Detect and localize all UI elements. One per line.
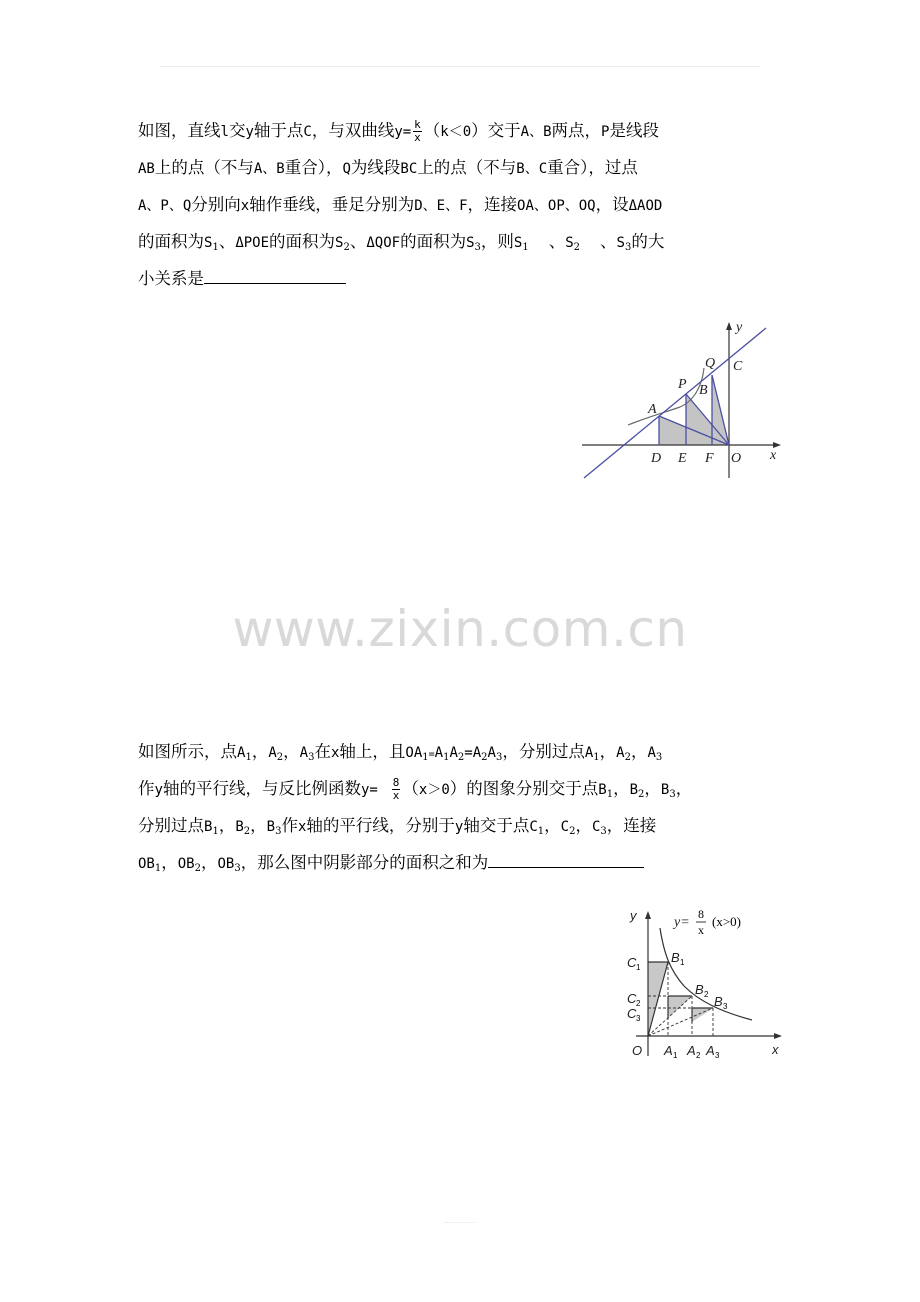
svg-text:3: 3 xyxy=(715,1051,720,1060)
p2-line-1: 如图所示，点$A_1$，$A_2$，$A_3$在x轴上，且$OA_1=A_1A_2=A_2A_3$，分别过点$A_1$，$A_2$，$A_3$ xyxy=(138,742,663,763)
label-A3 xyxy=(705,1043,720,1060)
figure-2-reciprocal-diagram xyxy=(622,906,786,1066)
figure-1-hyperbola-diagram xyxy=(578,316,786,482)
function-label-denominator: x xyxy=(698,923,704,937)
p1-line-3: A、P、Q分别向x轴作垂线，垂足分别为D、E、F，连接OA、OP、OQ，设ΔAOD xyxy=(138,195,663,214)
svg-text:1: 1 xyxy=(636,963,641,972)
problem-1-text xyxy=(138,112,786,297)
svg-text:1: 1 xyxy=(673,1051,678,1060)
label-O: O xyxy=(632,1043,643,1058)
label-F: F xyxy=(705,451,714,466)
footer-mark xyxy=(444,1222,476,1229)
fraction-k-over-x: $\frac{k}{x}$ xyxy=(414,118,421,144)
svg-text:B: B xyxy=(671,950,680,965)
svg-text:A: A xyxy=(687,1043,696,1058)
segment-OB3 xyxy=(648,1008,713,1036)
fraction-8-over-x: $\frac{8}{x}$ xyxy=(392,776,400,802)
svg-text:2: 2 xyxy=(696,1051,701,1060)
svg-text:C: C xyxy=(627,955,637,970)
label-A2 xyxy=(686,1043,701,1060)
label-A1 xyxy=(663,1043,678,1060)
svg-text:B: B xyxy=(714,994,723,1009)
svg-text:3: 3 xyxy=(723,1002,728,1011)
svg-text:2: 2 xyxy=(636,999,641,1008)
svg-text:2: 2 xyxy=(704,990,709,999)
svg-text:A: A xyxy=(706,1043,715,1058)
label-O: O xyxy=(731,451,742,466)
svg-text:C: C xyxy=(627,991,637,1006)
function-label-condition: (x>0) xyxy=(712,914,741,929)
p2-line-3: 分别过点$B_1$，$B_2$，$B_3$作x轴的平行线，分别于y轴交于点$C_1$，$C_2$，$C_3$，连接 xyxy=(138,816,657,837)
function-label-numerator: 8 xyxy=(698,907,704,921)
label-y: y xyxy=(736,320,743,335)
label-A: A xyxy=(648,402,657,417)
p1-line-5: 小关系是 xyxy=(138,260,786,297)
shaded-region-3 xyxy=(692,1008,713,1022)
label-x: x xyxy=(772,1042,779,1057)
label-C: C xyxy=(733,359,743,374)
problem-2-text xyxy=(138,733,786,881)
header-rule xyxy=(160,66,760,67)
label-B2 xyxy=(695,982,709,999)
label-B3 xyxy=(714,994,728,1011)
label-y: y xyxy=(630,908,637,923)
answer-blank-1[interactable] xyxy=(204,265,346,284)
label-Q: Q xyxy=(705,356,716,371)
p1-line-1: 如图，直线l交y轴于点C，与双曲线y= $\frac{k}{x}$ （k＜0）交于A、B两点，P是线段 xyxy=(138,118,659,144)
p1-line-2: AB上的点（不与A、B重合），Q为线段BC上的点（不与B、C重合），过点 xyxy=(138,158,638,177)
svg-text:B: B xyxy=(695,982,704,997)
svg-text:1: 1 xyxy=(680,958,685,967)
label-x: x xyxy=(770,448,777,463)
y-axis-arrow xyxy=(645,911,651,919)
y-axis-arrow xyxy=(726,322,732,330)
function-label-left: y= xyxy=(674,915,690,930)
p2-line-4: $OB_1$，$OB_2$，$OB_3$，那么图中阴影部分的面积之和为 xyxy=(138,844,786,881)
x-axis-arrow xyxy=(774,1033,782,1039)
svg-text:3: 3 xyxy=(636,1014,641,1023)
p1-line-4: 的面积为$S_1$、ΔPOE的面积为$S_2$、ΔQOF的面积为$S_3$，则$S_1$ 、$S_2$ 、$S_3$的大 xyxy=(138,232,665,253)
answer-blank-2[interactable] xyxy=(488,849,644,868)
svg-text:C: C xyxy=(627,1006,637,1021)
label-C1 xyxy=(627,955,641,972)
p2-line-2: 作y轴的平行线，与反比例函数y= $\frac{8}{x}$ （x＞0）的图象分别交于点$B_1$，$B_2$，$B_3$， xyxy=(138,776,693,802)
label-D: D xyxy=(651,451,662,466)
label-B: B xyxy=(699,383,708,398)
watermark: www.zixin.com.cn xyxy=(232,600,688,658)
label-E: E xyxy=(678,451,687,466)
label-C3 xyxy=(627,1006,641,1023)
label-P: P xyxy=(678,377,687,392)
label-B1 xyxy=(671,950,685,967)
svg-text:A: A xyxy=(664,1043,673,1058)
